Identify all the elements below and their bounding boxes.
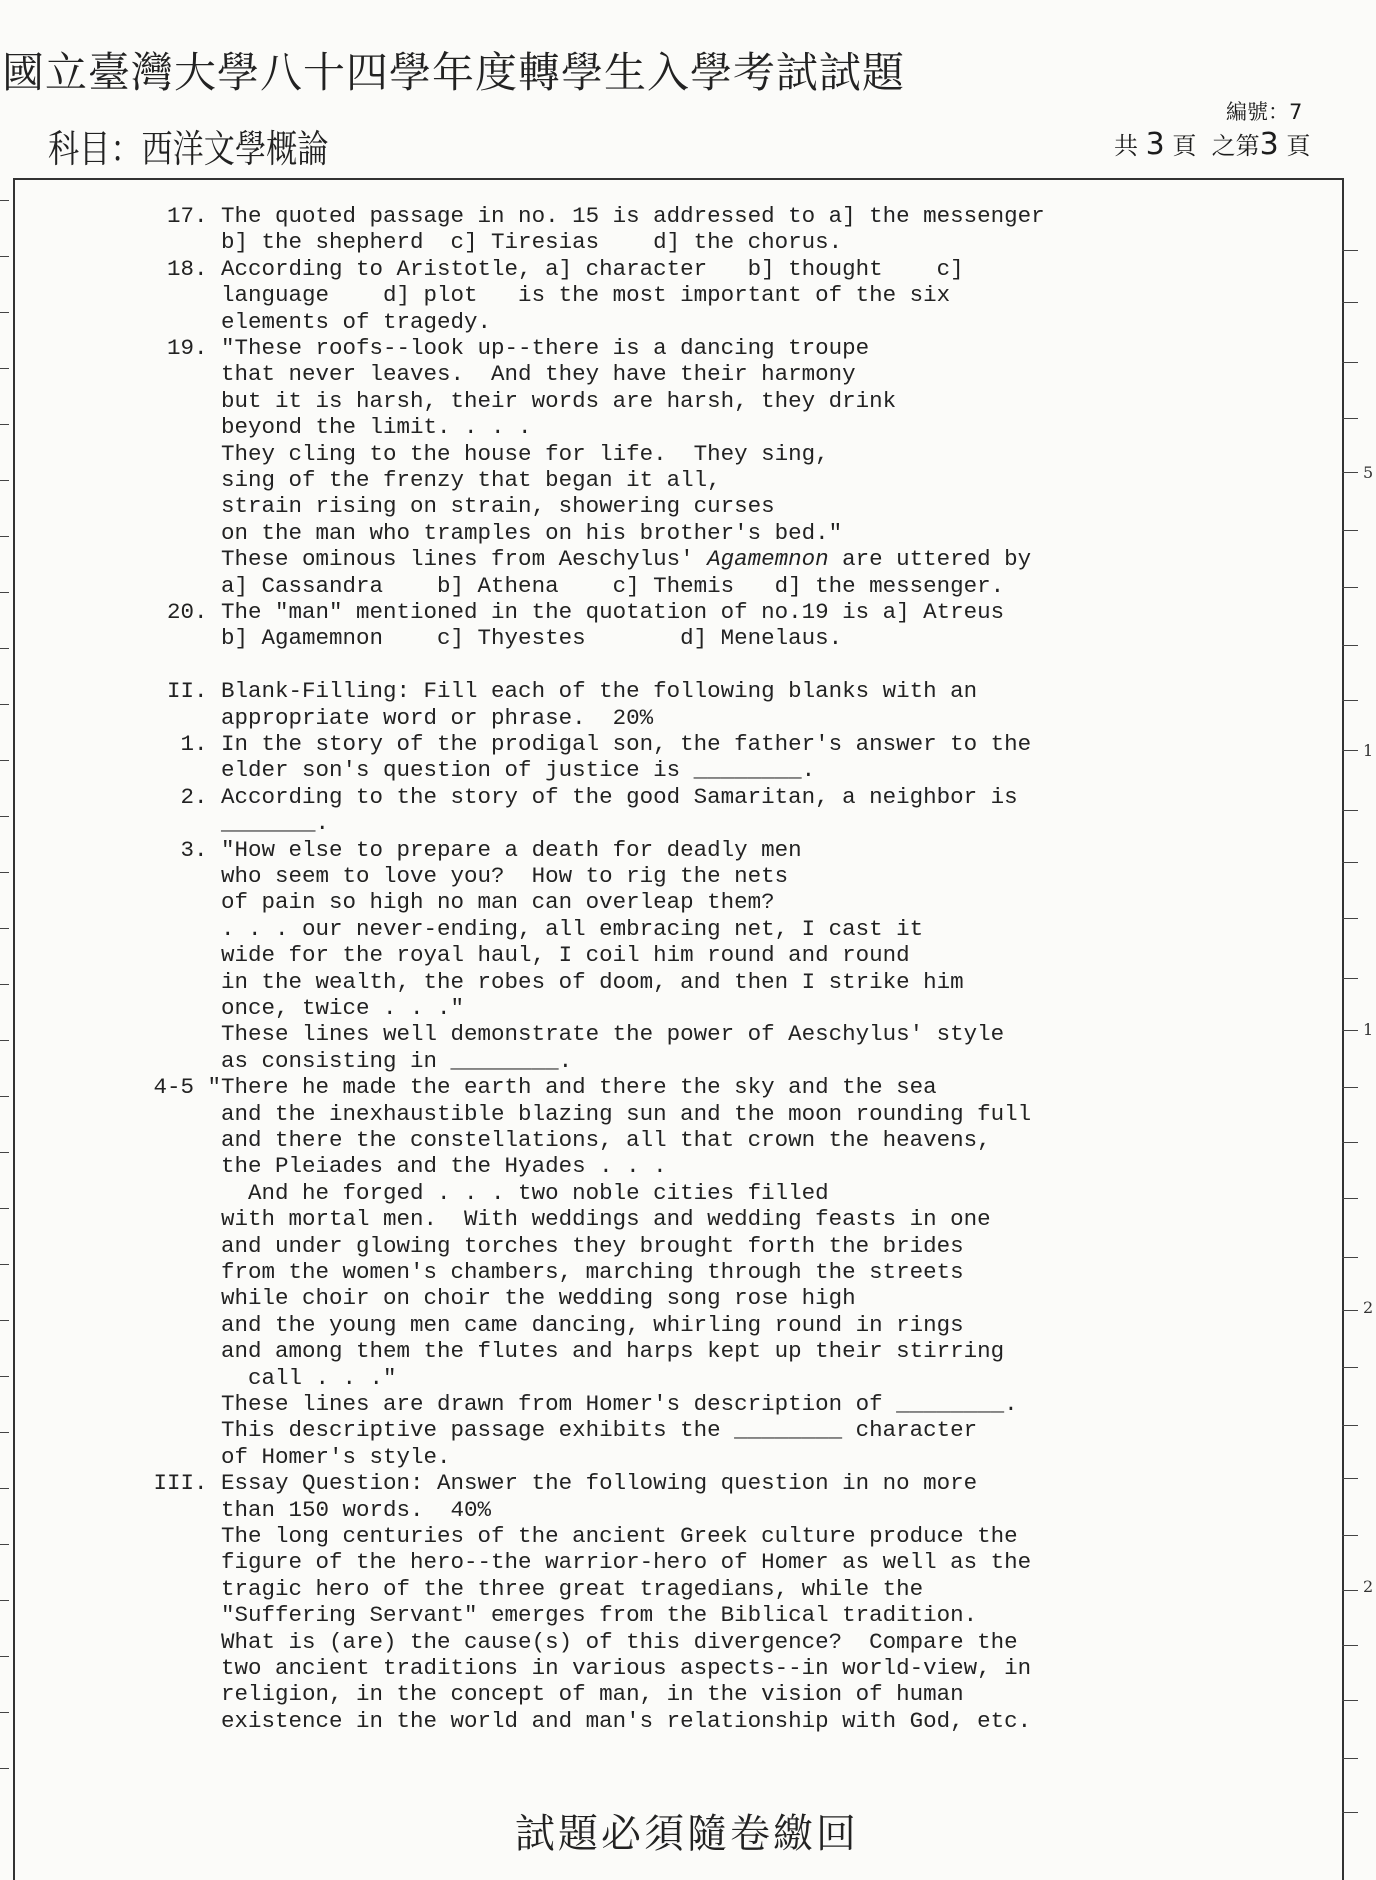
question-line: They cling to the house for life. They sing, xyxy=(140,440,829,467)
question-line: And he forged . . . two noble cities filled xyxy=(140,1179,829,1206)
question-line: _______. xyxy=(140,810,330,837)
question-line: The long centuries of the ancient Greek culture produce the xyxy=(140,1523,1018,1549)
question-line: b] Agamemnon c] Thyestes d] Menelaus. xyxy=(140,625,843,652)
question-line: of Homer's style. xyxy=(140,1443,451,1470)
margin-tick xyxy=(0,1152,9,1153)
question-line: while choir on choir the wedding song rose high xyxy=(140,1285,856,1312)
question-line: once, twice . . ." xyxy=(140,995,465,1021)
margin-tick xyxy=(1342,978,1358,979)
page-current-label: 之第 xyxy=(1211,132,1260,160)
question-line: 18. According to Aristotle, a] character b] thought c] xyxy=(140,255,964,282)
margin-tick xyxy=(1342,810,1358,811)
question-line: 4-5 "There he made the earth and there the sky and the sea xyxy=(140,1074,937,1101)
margin-tick xyxy=(0,1320,9,1321)
margin-number: 2 xyxy=(1363,1577,1374,1596)
question-line: What is (are) the cause(s) of this divergence? Compare the xyxy=(140,1628,1018,1655)
margin-tick xyxy=(1342,1425,1358,1426)
margin-tick xyxy=(1342,918,1358,919)
question-line: a] Cassandra b] Athena c] Themis d] the messenger. xyxy=(140,572,1005,599)
margin-tick xyxy=(0,1432,9,1433)
margin-tick xyxy=(0,1376,9,1377)
margin-tick xyxy=(1342,645,1358,646)
margin-tick xyxy=(1342,1142,1358,1143)
margin-tick xyxy=(1342,1478,1358,1479)
question-line: beyond the limit. . . . xyxy=(140,414,532,441)
page-total: 3 xyxy=(1145,127,1165,162)
margin-tick xyxy=(0,984,9,985)
margin-tick xyxy=(1342,1198,1358,1199)
margin-tick xyxy=(1342,362,1358,363)
question-line: 20. The "man" mentioned in the quotation of no.19 is a] Atreus xyxy=(140,599,1005,625)
margin-tick xyxy=(0,1656,9,1657)
margin-tick xyxy=(0,480,9,481)
question-line: of pain so high no man can overleap them? xyxy=(140,889,775,916)
question-line: 17. The quoted passage in no. 15 is addressed to a] the messenger xyxy=(140,203,1045,229)
page-current: 3 xyxy=(1259,127,1279,162)
margin-tick xyxy=(1342,1310,1358,1311)
question-line: This descriptive passage exhibits the ________ character xyxy=(140,1417,978,1444)
margin-tick xyxy=(1342,530,1358,531)
page-count xyxy=(1114,126,1310,162)
margin-tick xyxy=(1342,700,1358,701)
margin-tick xyxy=(1342,302,1358,303)
question-line: sing of the frenzy that began it all, xyxy=(140,467,721,493)
question-line: the Pleiades and the Hyades . . . xyxy=(140,1153,667,1180)
question-line: in the wealth, the robes of doom, and then I strike him xyxy=(140,968,964,995)
question-line: and the young men came dancing, whirling round in rings xyxy=(140,1311,964,1338)
question-line: elements of tragedy. xyxy=(140,308,492,335)
footer-notice: 試題必須隨卷繳回 xyxy=(515,1811,859,1857)
margin-tick xyxy=(0,1712,9,1713)
margin-tick xyxy=(1342,1087,1358,1088)
question-line: These lines well demonstrate the power of Aeschylus' style xyxy=(140,1021,1005,1048)
margin-tick xyxy=(0,816,9,817)
margin-tick xyxy=(1342,1030,1358,1031)
subject-title: 科目：西洋文學概論 xyxy=(48,127,329,171)
margin-tick xyxy=(1342,1645,1358,1646)
question-line: two ancient traditions in various aspects--in world-view, in xyxy=(140,1655,1032,1681)
university-exam-title: 國立臺灣大學八十四學年度轉學生入學考試試題 xyxy=(2,48,906,97)
margin-tick xyxy=(0,256,9,257)
question-line: who seem to love you? How to rig the nets xyxy=(140,863,789,889)
margin-number: 2 xyxy=(1363,1298,1374,1317)
margin-number: 1 xyxy=(1363,1020,1374,1039)
question-line: 2. According to the story of the good Samaritan, a neighbor is xyxy=(140,783,1018,810)
question-line: and there the constellations, all that crown the heavens, xyxy=(140,1127,991,1153)
margin-tick xyxy=(0,760,9,761)
margin-tick xyxy=(0,1768,9,1769)
margin-tick xyxy=(0,592,9,593)
margin-tick xyxy=(0,1208,9,1209)
question-line: from the women's chambers, marching through the streets xyxy=(140,1259,964,1285)
question-line: as consisting in ________. xyxy=(140,1047,573,1074)
margin-tick xyxy=(0,928,9,929)
margin-tick xyxy=(0,648,9,649)
question-line: wide for the royal haul, I coil him round and round xyxy=(140,942,910,969)
page-unit-2: 頁 xyxy=(1286,132,1311,160)
margin-tick xyxy=(0,424,9,425)
question-line: tragic hero of the three great tragedians, while the xyxy=(140,1575,924,1602)
question-line: 3. "How else to prepare a death for deadly men xyxy=(140,836,802,863)
margin-tick xyxy=(1342,250,1358,251)
margin-tick xyxy=(1342,472,1358,473)
question-line: strain rising on strain, showering curses xyxy=(140,493,775,520)
margin-tick xyxy=(0,1096,9,1097)
margin-tick xyxy=(1342,418,1358,419)
question-line: elder son's question of justice is ________. xyxy=(140,757,816,784)
margin-tick xyxy=(0,704,9,705)
question-line: b] the shepherd c] Tiresias d] the chorus. xyxy=(140,229,843,256)
margin-tick xyxy=(1342,1535,1358,1536)
margin-tick xyxy=(1342,1758,1358,1759)
question-line: that never leaves. And they have their harmony xyxy=(140,361,856,388)
question-line: These lines are drawn from Homer's description of ________. xyxy=(140,1391,1018,1417)
question-line: call . . ." xyxy=(140,1364,397,1391)
margin-number: 1 xyxy=(1363,741,1374,760)
title-reference: Agamemnon xyxy=(707,546,829,573)
margin-tick xyxy=(1342,1590,1358,1591)
margin-tick xyxy=(0,1488,9,1489)
margin-tick xyxy=(1342,750,1358,751)
margin-tick xyxy=(0,872,9,873)
margin-tick xyxy=(0,536,9,537)
margin-tick xyxy=(0,1040,9,1041)
question-line: III. Essay Question: Answer the following question in no more xyxy=(140,1470,978,1497)
page-unit: 頁 xyxy=(1172,132,1197,160)
margin-tick xyxy=(1342,1367,1358,1368)
margin-tick xyxy=(0,1264,9,1265)
margin-tick xyxy=(1342,1812,1358,1813)
question-line: figure of the hero--the warrior-hero of Homer as well as the xyxy=(140,1549,1032,1576)
question-line: II. Blank-Filling: Fill each of the following blanks with an xyxy=(140,678,978,705)
margin-tick xyxy=(1342,1700,1358,1701)
question-line: but it is harsh, their words are harsh, they drink xyxy=(140,387,897,414)
margin-number: 5 xyxy=(1363,463,1374,482)
margin-tick xyxy=(1342,1257,1358,1258)
exam-code: 編號：7 xyxy=(1226,100,1303,124)
question-line: with mortal men. With weddings and wedding feasts in one xyxy=(140,1206,991,1233)
question-line: 1. In the story of the prodigal son, the father's answer to the xyxy=(140,731,1032,757)
question-line: on the man who tramples on his brother's bed." xyxy=(140,519,843,546)
question-line: . . . our never-ending, all embracing net, I cast it xyxy=(140,915,924,942)
margin-tick xyxy=(1342,587,1358,588)
question-line: existence in the world and man's relationship with God, etc. xyxy=(140,1707,1032,1734)
question-line: 19. "These roofs--look up--there is a dancing troupe xyxy=(140,335,870,361)
question-line: and among them the flutes and harps kept up their stirring xyxy=(140,1338,1005,1365)
margin-tick xyxy=(0,1544,9,1545)
question-line: language d] plot is the most important of the six xyxy=(140,282,951,309)
margin-tick xyxy=(1342,862,1358,863)
margin-tick xyxy=(0,200,9,201)
page-total-label: 共 xyxy=(1114,132,1138,160)
question-line: than 150 words. 40% xyxy=(140,1496,492,1523)
question-line: religion, in the concept of man, in the vision of human xyxy=(140,1681,964,1708)
question-line: and under glowing torches they brought forth the brides xyxy=(140,1232,964,1259)
margin-tick xyxy=(0,312,9,313)
question-line: "Suffering Servant" emerges from the Biblical tradition. xyxy=(140,1602,978,1629)
question-line: These ominous lines from Aeschylus' Agamemnon are uttered by xyxy=(140,546,1032,573)
question-line: appropriate word or phrase. 20% xyxy=(140,704,654,731)
question-line: and the inexhaustible blazing sun and the moon rounding full xyxy=(140,1100,1032,1127)
margin-tick xyxy=(0,368,9,369)
margin-tick xyxy=(0,1600,9,1601)
